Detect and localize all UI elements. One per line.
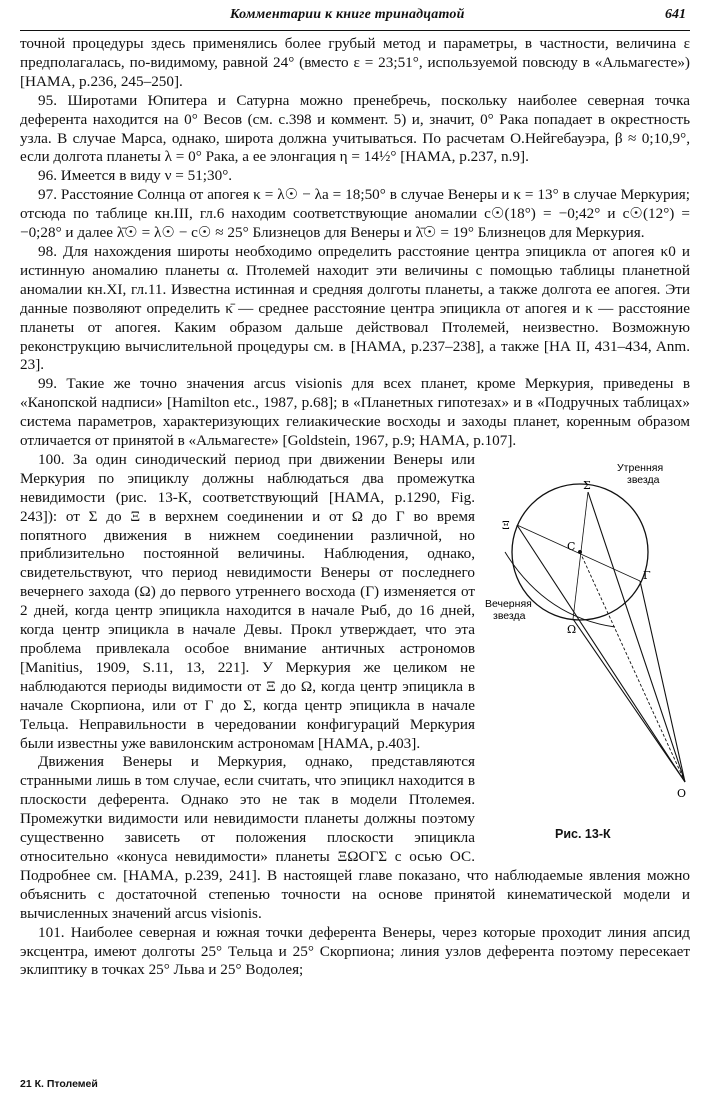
- line-sigma-omega: [573, 492, 588, 619]
- paragraph-venus-mercury: Движения Венеры и Меркурия, однако, представляются странными лишь в том случае, если считать, что эпицикл находится в плоскости деферента. Однако это не так в модели Птолемея. Промежутки видимости или невидимости планеты должны поэтому существенно зависеть от положения плоскости эпицикла относительно «конуса невидимости» планеты ΞΩΟΓΣ с осью ОС. Подробнее см. [НАМА, р.239, 241]. В настоящей главе показано, что наблюдаемые явления можно объяснить с достаточной степенью точности на основе принятой кинематической модели и вычисленных значений arcus visionis.: [20, 753, 690, 922]
- line-gamma-o: [640, 581, 685, 782]
- label-sigma: Σ: [583, 478, 591, 492]
- page: [20, 0, 690, 1100]
- note-97: 97. Расстояние Солнца от апогея κ = λ☉ − λa = 18;50° в случае Венеры и κ = 13° в случае Меркурия; отсюда по таблице кн.III, гл.6 находим соответствующие аномалии c☉(18°) = −0;42° и c☉(12°) = −0;28° и далее λ̄☉ = λ☉ − c☉ ≈ 25° Близнецов для Венеры и λ̄☉ = 19° Близнецов для Меркурия.: [20, 186, 690, 242]
- label-gamma: Γ: [643, 568, 651, 582]
- figure-13k: [485, 457, 690, 849]
- label-evening-2: звезда: [493, 609, 526, 622]
- note-96: 96. Имеется в виду ν = 51;30°.: [38, 167, 233, 185]
- paragraph-continued: точной процедуры здесь применялись более грубый метод и параметры, в частности, величина ε предполагалась, по-видимому, равной 24° (вместо ε = 23;51°, используемой повсюду в «Альмагесте») [НАМА, р.236, 245–250].: [20, 35, 690, 90]
- running-title: Комментарии к книге тринадцатой: [230, 7, 465, 22]
- body-text: [20, 35, 690, 980]
- axis-co: [580, 552, 685, 782]
- epicycle-diagram: [485, 457, 690, 827]
- label-evening-1: Вечерняя: [485, 597, 532, 610]
- page-number: 641: [665, 7, 686, 22]
- header-rule: [20, 30, 690, 31]
- label-xi: Ξ: [502, 518, 510, 532]
- label-o: O: [677, 786, 687, 800]
- label-c: C: [567, 539, 576, 553]
- note-95: 95. Широтами Юпитера и Сатурна можно пренебречь, поскольку наиболее северная точка деферента находится на 0° Весов (см. с.398 и коммент. 5) и, значит, 0° Рака попадает в окрестность узла. В случае Марса, однако, широта должна учитываться. По расчетам О.Нейгебауэра, β ≈ 0;10,9°, если долгота планеты λ = 0° Рака, а ее элонгация η = 14½° [НАМА, р.237, n.9].: [20, 91, 690, 166]
- note-101: 101. Наиболее северная и южная точки деферента Венеры, через которые проходит линия апсид эксцентра, имеют долготы 25° Тельца и 25° Скорпиона; линия узлов деферента поэтому пересекает эклиптику в точках 25° Льва и 25° Водолея;: [20, 923, 690, 979]
- figure-caption: Рис. 13-К: [555, 826, 611, 841]
- center-point: [578, 550, 582, 554]
- label-morning-1: Утренняя: [617, 461, 664, 474]
- line-omega-o: [573, 619, 685, 782]
- note-99: 99. Такие же точно значения arcus visionis для всех планет, кроме Меркурия, приведены в «Канопской надписи» [Hamilton etc., 1987, p.68]; в «Планетных гипотезах» и в «Подручных таблицах» система параметров, характеризующих гелиакические восходы и заходы планет, коренным образом отличается от принятой в «Альмагесте» [Goldstein, 1967, p.9; НАМА, р.107].: [20, 375, 690, 450]
- note-98: 98. Для нахождения широты необходимо определить расстояние центра эпицикла от апогея κ0 и истинную аномалию планеты α. Птолемей находит эти величины с помощью таблицы планетной аномалии кн.XI, гл.11. Известна истинная и средняя долготы планеты, а также долгота ее апогея. Эти данные позволяют определить κ̄ — среднее расстояние центра эпицикла от апогея и κ — расстояние планеты от апогея. Каким образом дальше действовал Птолемей, неизвестно. Возможную реконструкцию вычислительной процедуры см. в [НАМА, р.237–238], а также [НА II, 431–434, Anm. 23].: [20, 242, 690, 374]
- page-header: [20, 3, 690, 29]
- note-100: 100. За один синодический период при движении Венеры или Меркурия по эпициклу должны наблюдаться два промежутка невидимости (рис. 13-К, соответствующий [НАМА, р.1290, Fig. 243]): от Σ до Ξ в верхнем соединении и от Ω до Γ во время попятного движения в нижнем соединении различной, но приблизительно постоянной величины. Наблюдения, однако, свидетельствуют, что период невидимости Венеры от последнего вечернего захода (Ω) до первого утреннего восхода (Γ) изменяется от 2 дней, когда центр эпицикла находится в начале Рыб, до 16 дней, когда центр эпицикла в начале Девы. Прокл утверждает, что эта проблема привлекала особое внимание античных астрономов [Manitius, 1909, S.11, 13, 221]. У Меркурия же целиком не наблюдаются периоды видимости от Ξ до Ω, когда центр эпицикла в начале Скорпиона, или от Γ до Σ, когда центр эпицикла в начале Тельца. Неправильности в чередовании конфигураций Меркурия были известны уже вавилонским астрономам [НАМА, р.403].: [20, 450, 475, 752]
- label-morning-2: звезда: [627, 473, 660, 486]
- label-omega: Ω: [567, 622, 577, 636]
- footer-signature: 21 К. Птолемей: [20, 1078, 98, 1090]
- line-sigma-o: [588, 492, 685, 782]
